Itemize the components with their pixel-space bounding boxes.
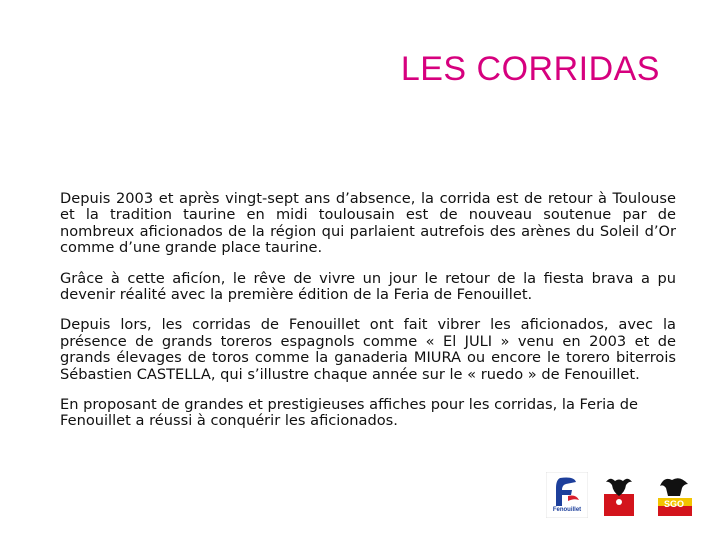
paragraph-intro: Depuis 2003 et après vingt-sept ans d’absence, la corrida est de retour à Toulouse et la tradition taurine en midi toulousain est de nouveau soutenue par de nombreux aficionados de la région qui parlaient autrefois des arènes du Soleil d’Or comme d’une grande place taurine. xyxy=(60,190,676,257)
bull-logo-icon xyxy=(602,472,636,518)
sgo-logo-icon xyxy=(654,472,694,518)
sgo-logo-label: SGO xyxy=(663,499,684,509)
paragraph-aficion: Grâce à cette aficíon, le rêve de vivre un jour le retour de la fiesta brava a pu devenir réalité avec la première édition de la Feria de Fenouillet. xyxy=(60,269,676,304)
sponsor-logos xyxy=(546,472,696,518)
fenouillet-logo-label: Fenouillet xyxy=(552,507,582,513)
body-text xyxy=(60,191,676,444)
page-title: LES CORRIDAS xyxy=(400,50,660,88)
paragraph-history: Depuis lors, les corridas de Fenouillet ont fait vibrer les aficionados, avec la présence de grands toreros espagnols comme « El JULI » venu en 2003 et de grands élevages de toros comme la ganaderia MIURA ou encore le torero biterrois Sébastien CASTELLA, qui s’illustre chaque année sur le « ruedo » de Fenouillet. xyxy=(60,316,676,383)
fenouillet-logo-icon xyxy=(546,472,588,518)
paragraph-conclusion: En proposant de grandes et prestigieuses affiches pour les corridas, la Feria de Fenouillet a réussi à conquérir les aficionados. xyxy=(60,396,638,430)
